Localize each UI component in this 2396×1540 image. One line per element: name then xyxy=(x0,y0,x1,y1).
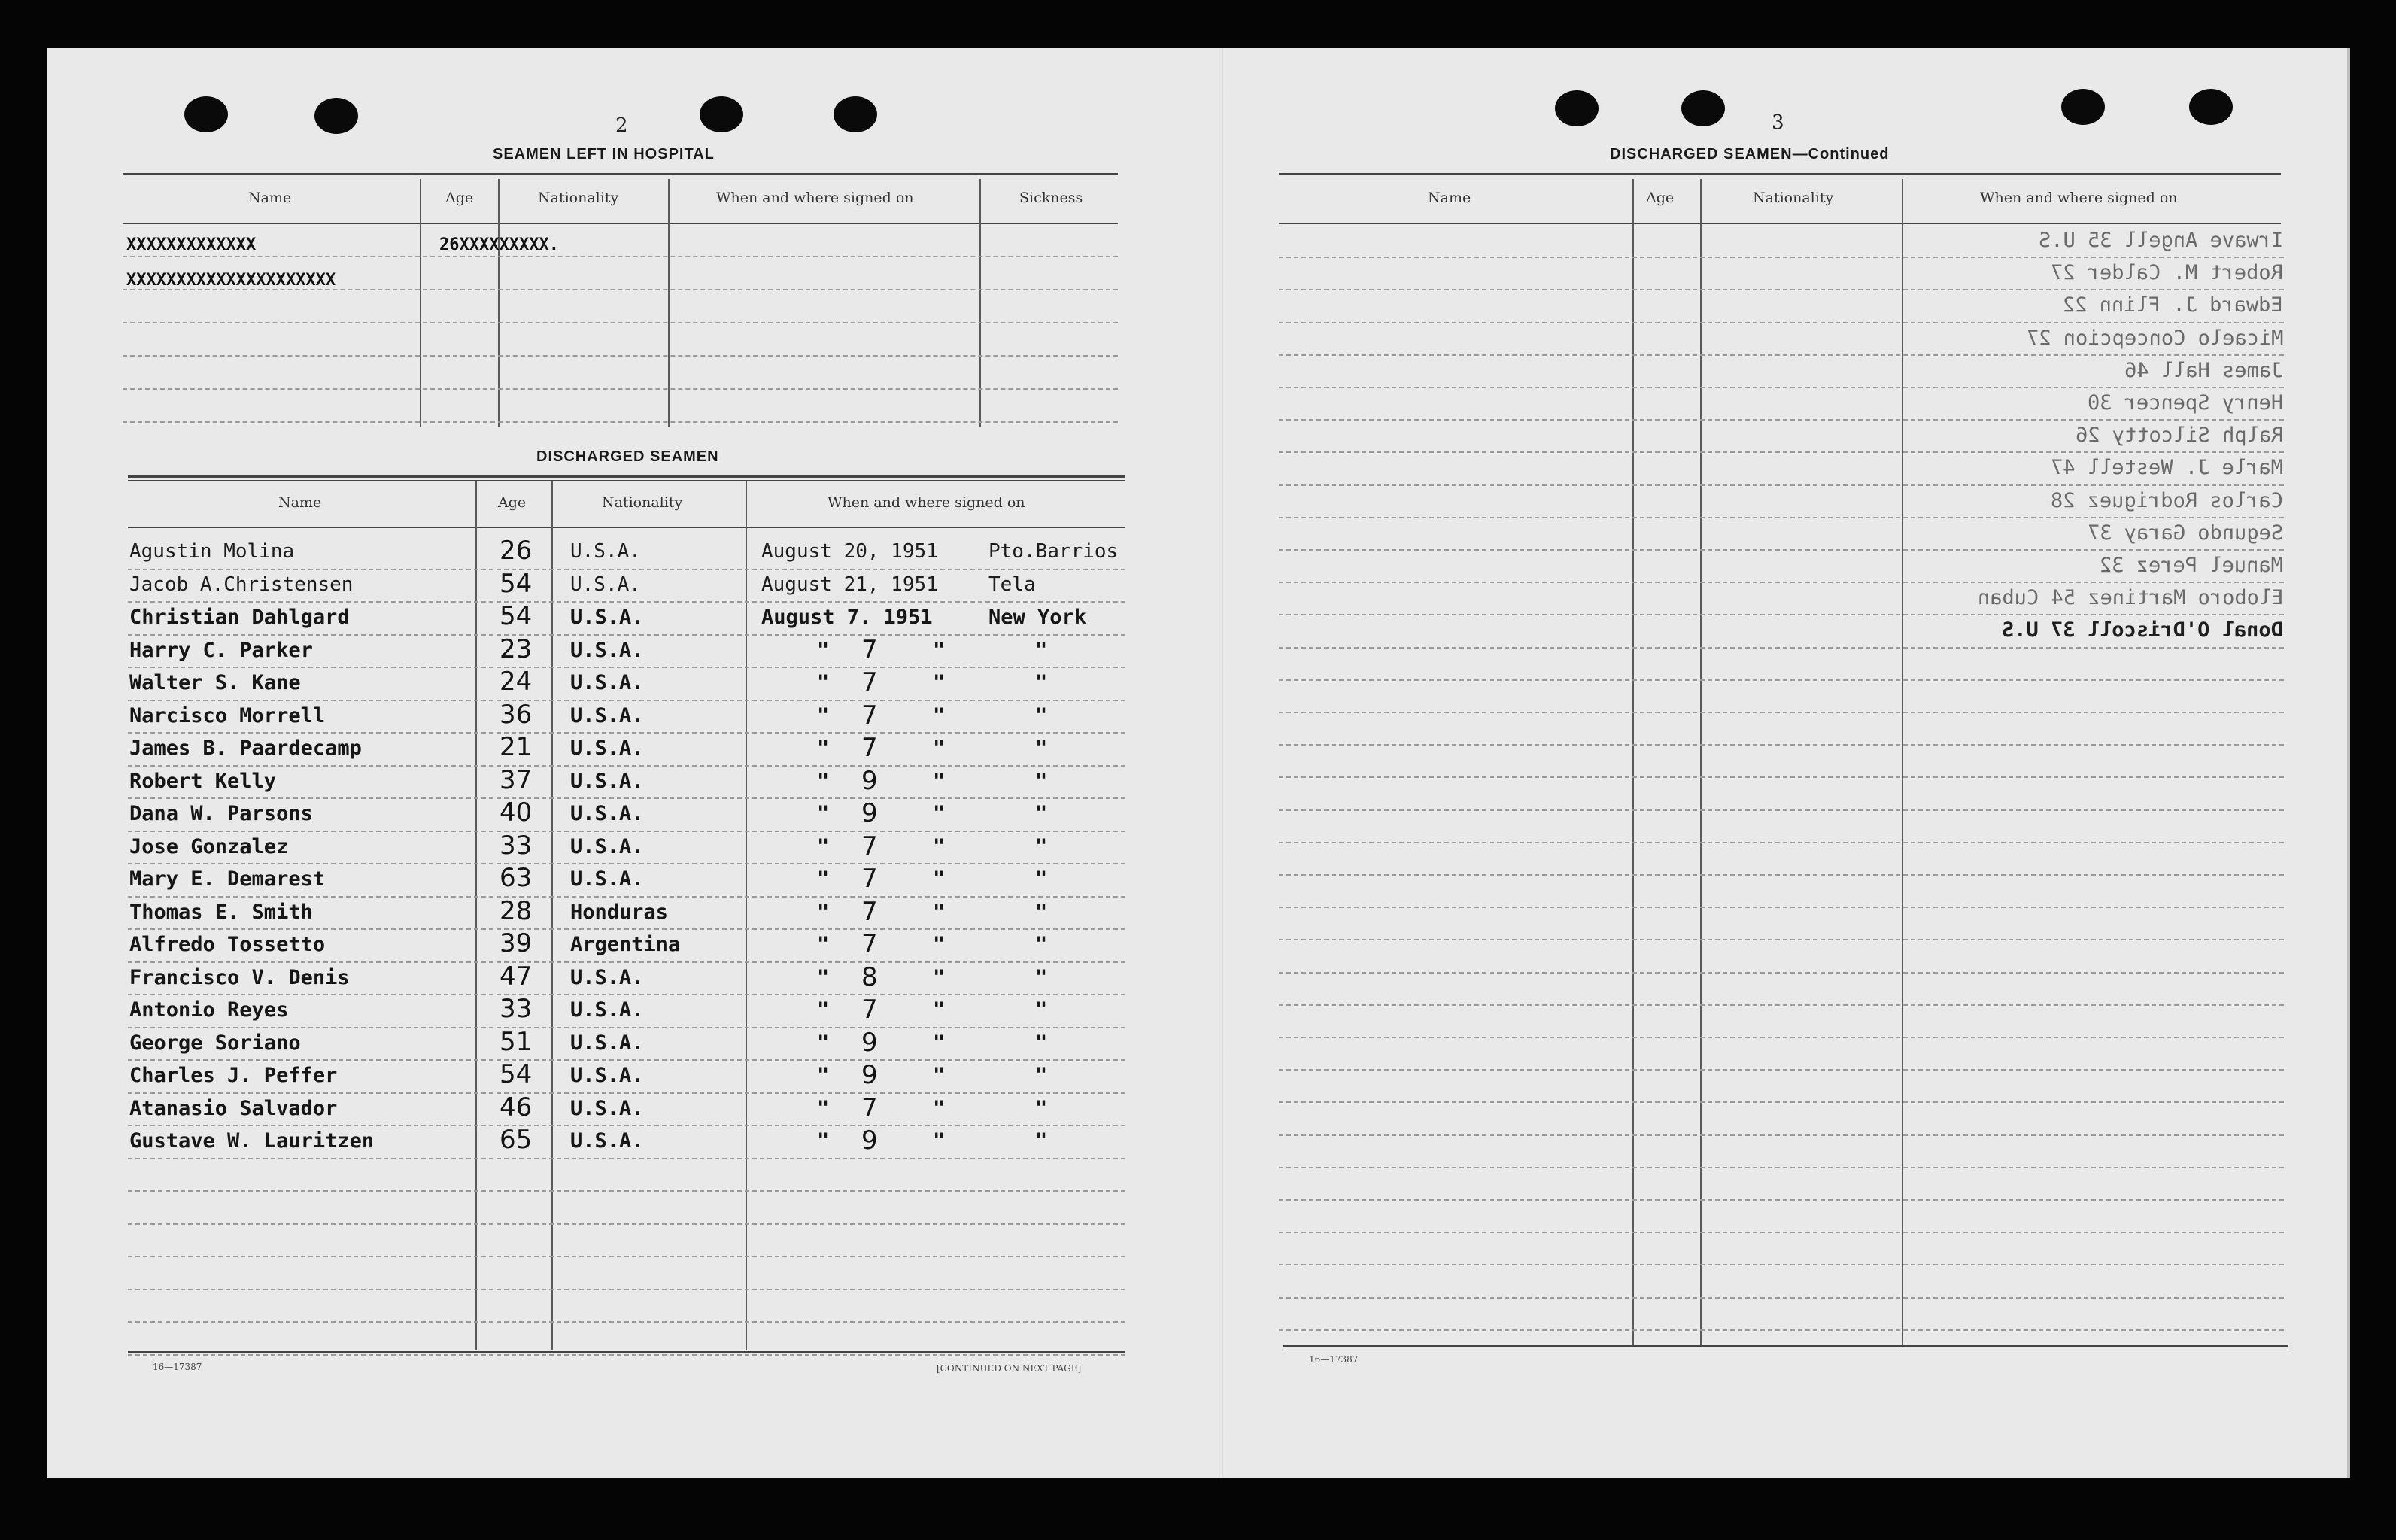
seaman-age: 65 xyxy=(500,1125,533,1155)
right-row-line xyxy=(1279,1004,2284,1006)
signed-on-day: 9 xyxy=(861,1125,878,1156)
discharged-row-line xyxy=(128,1125,1125,1126)
discharged-row-line xyxy=(128,1059,1125,1061)
right-row-line xyxy=(1279,972,2284,974)
signed-on-day: 7 xyxy=(861,733,878,763)
signed-on-day: 8 xyxy=(861,962,878,992)
ditto-mark: " xyxy=(1035,867,1048,891)
bleed-through-line: Micaelo Concepcion 27 xyxy=(2026,327,2283,350)
discharged-row-line xyxy=(128,601,1125,603)
seaman-age: 23 xyxy=(500,634,533,664)
right-row-line xyxy=(1279,1167,2284,1168)
hospital-col-divider xyxy=(979,179,981,427)
form-number-right: 16—17387 xyxy=(1309,1354,1359,1365)
ditto-mark: " xyxy=(933,704,946,727)
right-row-line xyxy=(1279,842,2284,843)
form-number-left: 16—17387 xyxy=(153,1362,202,1372)
seaman-age: 54 xyxy=(500,601,533,631)
discharged-row-line xyxy=(128,732,1125,734)
ditto-mark: " xyxy=(817,1031,830,1055)
ditto-mark: " xyxy=(1035,1129,1048,1153)
right-row-line xyxy=(1279,289,2284,290)
right-row-line xyxy=(1279,907,2284,908)
hospital-section-title: SEAMEN LEFT IN HOSPITAL xyxy=(493,146,715,163)
hospital-col-divider xyxy=(498,179,500,427)
seaman-name: Walter S. Kane xyxy=(129,671,301,694)
hospital-col-age: Age xyxy=(445,190,474,206)
seaman-name: Agustin Molina xyxy=(129,540,295,563)
bleed-through-line: Irwave Angell 35 U.S xyxy=(2038,229,2283,252)
hospital-struck-age: 26XXXXXXXXX. xyxy=(439,235,559,254)
signed-on-place: New York xyxy=(988,606,1087,629)
discharged-row-line xyxy=(128,1190,1125,1192)
seaman-nationality: Honduras xyxy=(570,901,669,924)
punch-hole xyxy=(834,96,877,132)
punch-hole xyxy=(184,96,228,132)
seaman-nationality: Argentina xyxy=(570,933,681,956)
right-row-line xyxy=(1279,809,2284,811)
seaman-age: 54 xyxy=(500,1059,533,1089)
discharged-row-line xyxy=(128,1256,1125,1257)
right-row-line xyxy=(1279,387,2284,388)
right-row-line xyxy=(1279,1101,2284,1103)
hospital-struck-name: XXXXXXXXXXXXX xyxy=(126,235,257,254)
ditto-mark: " xyxy=(817,867,830,891)
ditto-mark: " xyxy=(817,966,830,989)
right-row-line xyxy=(1279,549,2284,551)
seaman-name: Gustave W. Lauritzen xyxy=(129,1129,375,1153)
ditto-mark: " xyxy=(933,671,946,694)
hospital-col-divider xyxy=(420,179,421,427)
seaman-age: 51 xyxy=(500,1027,533,1057)
bleed-through-line: Ralph Silcotty 26 xyxy=(2075,424,2283,447)
signed-on-day: 7 xyxy=(861,635,878,665)
ditto-mark: " xyxy=(1035,835,1048,858)
hospital-col-divider xyxy=(668,179,670,427)
ditto-mark: " xyxy=(933,639,946,662)
signed-on-day: 9 xyxy=(861,1028,878,1058)
discharged-row-line xyxy=(128,896,1125,898)
signed-on-date: August 7. 1951 xyxy=(761,606,933,629)
discharged-row-line xyxy=(128,1158,1125,1159)
ditto-mark: " xyxy=(1035,966,1048,989)
seaman-name: Harry C. Parker xyxy=(129,639,313,662)
ditto-mark: " xyxy=(933,966,946,989)
signed-on-place: Pto.Barrios xyxy=(988,540,1119,563)
right-row-line xyxy=(1279,1232,2284,1233)
hospital-row-line xyxy=(123,256,1118,257)
hospital-row-line xyxy=(123,322,1118,323)
discharged-row-line xyxy=(128,994,1125,995)
seaman-age: 47 xyxy=(500,961,533,992)
discharged-top-rule xyxy=(128,475,1125,478)
hospital-col-nationality: Nationality xyxy=(538,190,619,206)
seaman-name: Charles J. Peffer xyxy=(129,1064,338,1087)
ditto-mark: " xyxy=(817,1097,830,1120)
ditto-mark: " xyxy=(817,835,830,858)
hospital-header-rule xyxy=(123,223,1118,224)
seaman-nationality: U.S.A. xyxy=(570,704,644,727)
punch-hole xyxy=(700,96,743,132)
signed-on-day: 7 xyxy=(861,667,878,697)
ditto-mark: " xyxy=(1035,901,1048,924)
bleed-through-line: Carlos Rodriguez 28 xyxy=(2051,489,2283,512)
discharged-row-line xyxy=(128,569,1125,570)
discharged-row-line xyxy=(128,634,1125,636)
seaman-age: 26 xyxy=(500,536,533,566)
seaman-name: Narcisco Morrell xyxy=(129,704,326,727)
punch-hole xyxy=(2189,89,2233,125)
seaman-nationality: U.S.A. xyxy=(570,835,644,858)
discharged-row-line xyxy=(128,1027,1125,1028)
signed-on-date: August 21, 1951 xyxy=(761,573,938,596)
seaman-name: Antonio Reyes xyxy=(129,998,289,1022)
discharged-header-rule xyxy=(128,527,1125,528)
ditto-mark: " xyxy=(817,802,830,825)
ditto-mark: " xyxy=(1035,802,1048,825)
discharged-row-line xyxy=(128,863,1125,864)
page-number-right: 3 xyxy=(1772,111,1784,134)
right-row-line xyxy=(1279,712,2284,713)
signed-on-day: 7 xyxy=(861,831,878,861)
discharged-col-divider xyxy=(551,481,553,1350)
seaman-age: 46 xyxy=(500,1092,533,1122)
seaman-name: Dana W. Parsons xyxy=(129,802,313,825)
discharged-col-age: Age xyxy=(498,494,527,511)
ditto-mark: " xyxy=(933,933,946,956)
right-row-line xyxy=(1279,582,2284,583)
seaman-name: James B. Paardecamp xyxy=(129,737,362,760)
seaman-name: Jose Gonzalez xyxy=(129,835,289,858)
ditto-mark: " xyxy=(933,901,946,924)
bleed-through-line: Segundo Garay 37 xyxy=(2087,521,2283,545)
seaman-age: 33 xyxy=(500,831,533,861)
ditto-mark: " xyxy=(817,671,830,694)
right-col-signed: When and where signed on xyxy=(1980,190,2178,206)
right-row-line xyxy=(1279,939,2284,940)
right-top-rule xyxy=(1279,173,2281,175)
ditto-mark: " xyxy=(817,737,830,760)
seaman-nationality: U.S.A. xyxy=(570,867,644,891)
seaman-age: 63 xyxy=(500,863,533,893)
ditto-mark: " xyxy=(817,1129,830,1153)
punch-hole xyxy=(2061,89,2105,125)
ditto-mark: " xyxy=(933,770,946,793)
center-fold xyxy=(1219,48,1223,1478)
right-row-line xyxy=(1279,1134,2284,1136)
seaman-nationality: U.S.A. xyxy=(570,966,644,989)
bleed-through-line: Edward J. Flinn 22 xyxy=(2063,293,2283,317)
right-row-line xyxy=(1279,1264,2284,1265)
hospital-row-line xyxy=(123,388,1118,390)
ditto-mark: " xyxy=(817,998,830,1022)
signed-on-day: 9 xyxy=(861,798,878,828)
discharged-row-line xyxy=(128,1223,1125,1225)
bleed-through-line: Manuel Perez 32 xyxy=(2100,554,2283,577)
seaman-nationality: U.S.A. xyxy=(570,1129,644,1153)
punch-hole xyxy=(314,98,358,134)
hospital-row-line xyxy=(123,421,1118,423)
discharged-section-title: DISCHARGED SEAMEN xyxy=(536,448,719,465)
discharged-bottom-rule xyxy=(128,1351,1125,1353)
signed-on-day: 7 xyxy=(861,1093,878,1123)
ditto-mark: " xyxy=(1035,1031,1048,1055)
seaman-nationality: U.S.A. xyxy=(570,606,644,629)
ditto-mark: " xyxy=(933,1097,946,1120)
ditto-mark: " xyxy=(1035,737,1048,760)
seaman-age: 36 xyxy=(500,700,533,730)
seaman-name: Jacob A.Christensen xyxy=(129,573,354,596)
seaman-name: Christian Dahlgard xyxy=(129,606,350,629)
seaman-name: Atanasio Salvador xyxy=(129,1097,338,1120)
ditto-mark: " xyxy=(817,770,830,793)
right-row-line xyxy=(1279,517,2284,518)
page-number-left: 2 xyxy=(615,114,628,137)
signed-on-day: 9 xyxy=(861,766,878,796)
hospital-struck-name: XXXXXXXXXXXXXXXXXXXXX xyxy=(126,271,336,290)
discharged-top-rule xyxy=(128,480,1125,481)
discharged-row-line xyxy=(128,1289,1125,1290)
discharged-col-divider xyxy=(746,481,747,1350)
ditto-mark: " xyxy=(933,1031,946,1055)
ditto-mark: " xyxy=(1035,998,1048,1022)
ditto-mark: " xyxy=(817,901,830,924)
seaman-age: 24 xyxy=(500,667,533,697)
right-row-line xyxy=(1279,354,2284,356)
seaman-nationality: U.S.A. xyxy=(570,998,644,1022)
seaman-age: 28 xyxy=(500,896,533,926)
bleed-through-line: Henry Spencer 30 xyxy=(2087,391,2283,415)
seaman-nationality: U.S.A. xyxy=(570,573,641,596)
signed-on-day: 7 xyxy=(861,929,878,959)
seaman-nationality: U.S.A. xyxy=(570,737,644,760)
right-row-line xyxy=(1279,451,2284,453)
discharged-row-line xyxy=(128,765,1125,767)
seaman-nationality: U.S.A. xyxy=(570,540,641,563)
page-edge xyxy=(2347,48,2350,1478)
ditto-mark: " xyxy=(1035,770,1048,793)
right-row-line xyxy=(1279,614,2284,615)
right-col-nationality: Nationality xyxy=(1753,190,1834,206)
signed-on-day: 7 xyxy=(861,995,878,1025)
seaman-age: 37 xyxy=(500,765,533,795)
bleed-through-line: Robert M. Calder 27 xyxy=(2051,261,2283,284)
right-bottom-rule xyxy=(1283,1345,2288,1347)
right-row-line xyxy=(1279,776,2284,778)
seaman-age: 39 xyxy=(500,928,533,958)
right-row-line xyxy=(1279,647,2284,649)
seaman-name: Francisco V. Denis xyxy=(129,966,350,989)
discharged-row-line xyxy=(128,831,1125,832)
hospital-col-name: Name xyxy=(248,190,292,206)
seaman-name: George Soriano xyxy=(129,1031,301,1055)
bleed-through-line: James Hall 46 xyxy=(2124,359,2283,382)
ditto-mark: " xyxy=(1035,704,1048,727)
discharged-col-nationality: Nationality xyxy=(602,494,683,511)
right-row-line xyxy=(1279,679,2284,681)
document-sheet xyxy=(47,48,2347,1478)
discharged-row-line xyxy=(128,700,1125,701)
right-row-line xyxy=(1279,874,2284,876)
bleed-through-line: Donal O'Driscoll 37 U.S xyxy=(2002,618,2283,642)
seaman-nationality: U.S.A. xyxy=(570,639,644,662)
seaman-name: Alfredo Tossetto xyxy=(129,933,326,956)
right-row-line xyxy=(1279,1069,2284,1071)
right-row-line xyxy=(1279,1297,2284,1299)
ditto-mark: " xyxy=(933,1064,946,1087)
seaman-nationality: U.S.A. xyxy=(570,770,644,793)
discharged-row-line xyxy=(128,667,1125,668)
seaman-nationality: U.S.A. xyxy=(570,1031,644,1055)
ditto-mark: " xyxy=(817,933,830,956)
seaman-name: Mary E. Demarest xyxy=(129,867,326,891)
seaman-nationality: U.S.A. xyxy=(570,1064,644,1087)
discharged-col-divider xyxy=(475,481,477,1350)
ditto-mark: " xyxy=(933,802,946,825)
discharged-row-line xyxy=(128,1321,1125,1323)
signed-on-day: 7 xyxy=(861,864,878,894)
hospital-top-rule xyxy=(123,173,1118,175)
seaman-age: 54 xyxy=(500,569,533,599)
ditto-mark: " xyxy=(1035,933,1048,956)
signed-on-day: 7 xyxy=(861,897,878,927)
ditto-mark: " xyxy=(817,639,830,662)
seaman-name: Thomas E. Smith xyxy=(129,901,313,924)
discharged-row-line xyxy=(128,797,1125,799)
ditto-mark: " xyxy=(1035,639,1048,662)
discharged-row-line xyxy=(128,1092,1125,1094)
seaman-age: 40 xyxy=(500,797,533,828)
ditto-mark: " xyxy=(933,835,946,858)
right-row-line xyxy=(1279,419,2284,421)
signed-on-date: August 20, 1951 xyxy=(761,540,938,563)
hospital-col-sickness: Sickness xyxy=(1019,190,1083,206)
discharged-continued-title: DISCHARGED SEAMEN—Continued xyxy=(1610,146,1890,163)
ditto-mark: " xyxy=(1035,1064,1048,1087)
ditto-mark: " xyxy=(933,998,946,1022)
ditto-mark: " xyxy=(1035,1097,1048,1120)
seaman-nationality: U.S.A. xyxy=(570,671,644,694)
seaman-age: 21 xyxy=(500,732,533,762)
right-col-name: Name xyxy=(1428,190,1471,206)
hospital-row-line xyxy=(123,355,1118,357)
ditto-mark: " xyxy=(1035,671,1048,694)
right-row-line xyxy=(1279,322,2284,323)
hospital-col-signed: When and where signed on xyxy=(716,190,914,206)
discharged-row-line xyxy=(128,928,1125,930)
ditto-mark: " xyxy=(933,867,946,891)
signed-on-day: 7 xyxy=(861,700,878,731)
seaman-age: 33 xyxy=(500,994,533,1024)
bleed-through-line: Marle J. Westell 47 xyxy=(2051,456,2283,479)
right-row-line xyxy=(1279,1329,2284,1331)
right-row-line xyxy=(1279,1199,2284,1201)
bleed-through-line: Eloboro Martinez 54 Cuban xyxy=(1977,586,2283,609)
ditto-mark: " xyxy=(933,737,946,760)
punch-hole xyxy=(1555,90,1599,126)
right-row-line xyxy=(1279,744,2284,746)
seaman-nationality: U.S.A. xyxy=(570,802,644,825)
ditto-mark: " xyxy=(817,704,830,727)
ditto-mark: " xyxy=(817,1064,830,1087)
right-row-line xyxy=(1279,257,2284,258)
seaman-nationality: U.S.A. xyxy=(570,1097,644,1120)
discharged-col-name: Name xyxy=(278,494,322,511)
continued-note: [CONTINUED ON NEXT PAGE] xyxy=(937,1363,1082,1374)
right-header-rule xyxy=(1279,223,2281,224)
discharged-row-line xyxy=(128,961,1125,963)
right-row-line xyxy=(1279,1037,2284,1038)
ditto-mark: " xyxy=(933,1129,946,1153)
punch-hole xyxy=(1681,90,1725,126)
right-col-age: Age xyxy=(1646,190,1675,206)
right-row-line xyxy=(1279,484,2284,486)
discharged-col-signed: When and where signed on xyxy=(828,494,1025,511)
seaman-name: Robert Kelly xyxy=(129,770,277,793)
signed-on-day: 9 xyxy=(861,1060,878,1090)
signed-on-place: Tela xyxy=(988,573,1036,596)
